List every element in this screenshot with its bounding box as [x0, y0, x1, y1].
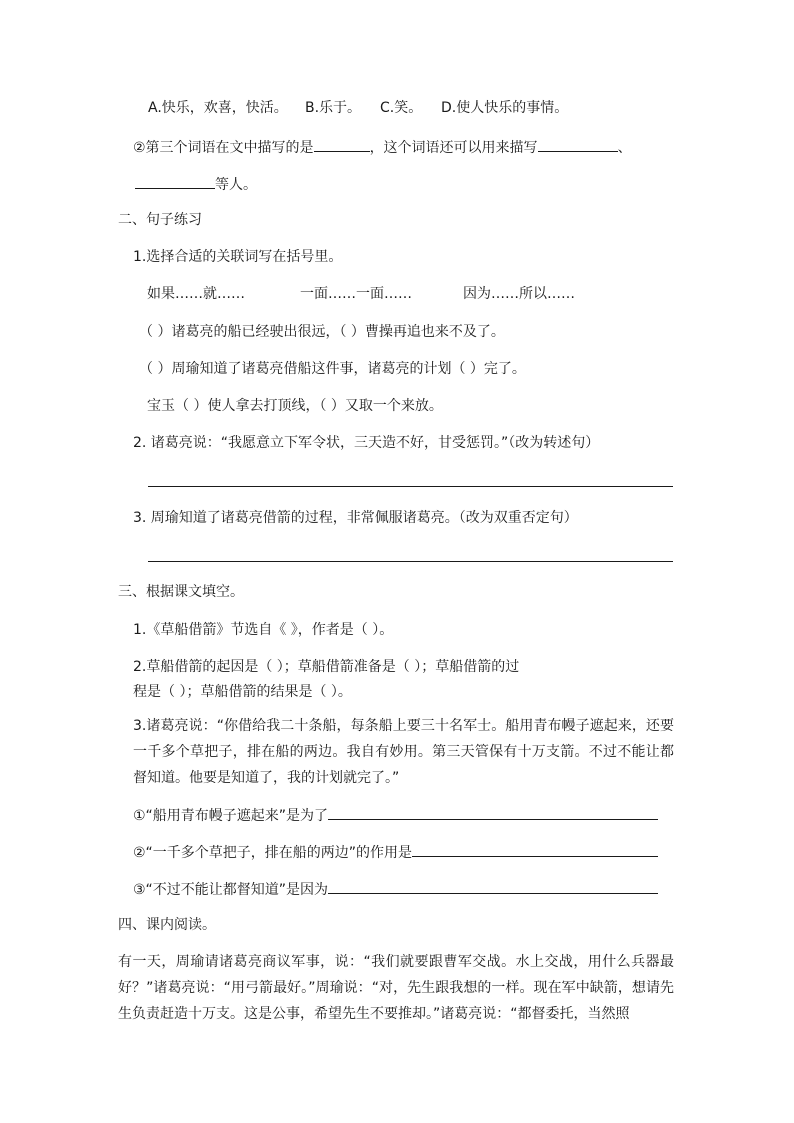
question-3-2-line2: 程是（ ）；草船借箭的结果是（ ）。: [133, 684, 352, 700]
sentence-1: （ ）诸葛亮的船已经驶出很远，（ ）曹操再追也来不及了。: [139, 324, 505, 340]
answer-line[interactable]: [148, 561, 673, 562]
section-3-title: 三、根据课文填空。: [118, 584, 244, 600]
question-2-1: 1.选择合适的关联词写在括号里。: [133, 249, 343, 265]
section-4-title: 四、课内阅读。: [118, 917, 216, 933]
answer-blank[interactable]: [314, 136, 370, 152]
sub-question-3-text: ③“不过不能让都督知道”是因为: [133, 882, 329, 898]
answer-blank[interactable]: [412, 841, 658, 857]
answer-blank[interactable]: [135, 173, 215, 189]
answer-blank[interactable]: [328, 878, 658, 894]
sentence-2: （ ）周瑜知道了诸葛亮借船这件事，诸葛亮的计划（ ）完了。: [139, 361, 526, 377]
question-3-1: 1.《草船借箭》节选自《 》，作者是（ ）。: [133, 622, 394, 638]
option-b: B.乐于。: [305, 100, 362, 116]
question-1-2-text-a: ②第三个词语在文中描写的是: [133, 140, 314, 156]
option-d: D.使人快乐的事情。: [441, 100, 569, 116]
question-1-2: [133, 136, 632, 156]
reading-passage-text: 有一天，周瑜请诸葛亮商议军事，说：“我们就要跟曹军交战。水上交战，用什么兵器最好？”诸葛亮说：“用弓箭最好。”周瑜说：“对，先生跟我想的一样。现在军中缺箭，想请先生负责赶造十万支。这是公事，希望先生不要推却。”诸葛亮说：“都督委托，当然照: [118, 954, 674, 1022]
conjunction-2: 一面……一面……: [300, 286, 412, 302]
question-1-2-cont: [135, 173, 257, 193]
answer-blank[interactable]: [538, 136, 618, 152]
answer-blank[interactable]: [328, 804, 658, 820]
conjunction-1: 如果……就……: [147, 286, 245, 302]
section-2-title: 二、句子练习: [118, 212, 202, 228]
sub-question-2-text: ②“一千多个草把子，排在船的两边”的作用是: [133, 845, 413, 861]
sub-question-1-text: ①“船用青布幔子遮起来”是为了: [133, 808, 329, 824]
question-2-2: 2. 诸葛亮说：“我愿意立下军令状，三天造不好，甘受惩罚。”（改为转述句）: [133, 435, 600, 451]
sub-question-2: [133, 841, 658, 861]
option-c: C.笑。: [380, 100, 423, 116]
question-3-3: [133, 713, 674, 791]
sub-question-1: [133, 804, 658, 824]
question-1-2-text-b: ，这个词语还可以用来描写: [369, 140, 538, 156]
conjunction-3: 因为……所以……: [463, 286, 575, 302]
reading-passage: [118, 949, 674, 1027]
sub-question-3: [133, 878, 658, 898]
option-a: A.快乐，欢喜，快活。: [148, 100, 288, 116]
question-3-3-text: 3.诸葛亮说：“你借给我二十条船，每条船上要三十名军士。船用青布幔子遮起来，还要一千多个草把子，排在船的两边。我自有妙用。第三天管保有十万支箭。不过不能让都督知道。他要是知道了，我的计划就完了。”: [133, 718, 674, 786]
sentence-3: 宝玉（ ）使人拿去打顶线，（ ）又取一个来放。: [147, 398, 443, 414]
answer-line[interactable]: [148, 486, 673, 487]
question-2-3: 3. 周瑜知道了诸葛亮借箭的过程，非常佩服诸葛亮。（改为双重否定句）: [133, 510, 578, 526]
question-3-2-line1: 2.草船借箭的起因是（ ）；草船借箭准备是（ ）；草船借箭的过: [133, 659, 520, 675]
question-1-2-text-d: 等人。: [215, 177, 257, 193]
question-1-2-text-c: 、: [617, 140, 632, 156]
